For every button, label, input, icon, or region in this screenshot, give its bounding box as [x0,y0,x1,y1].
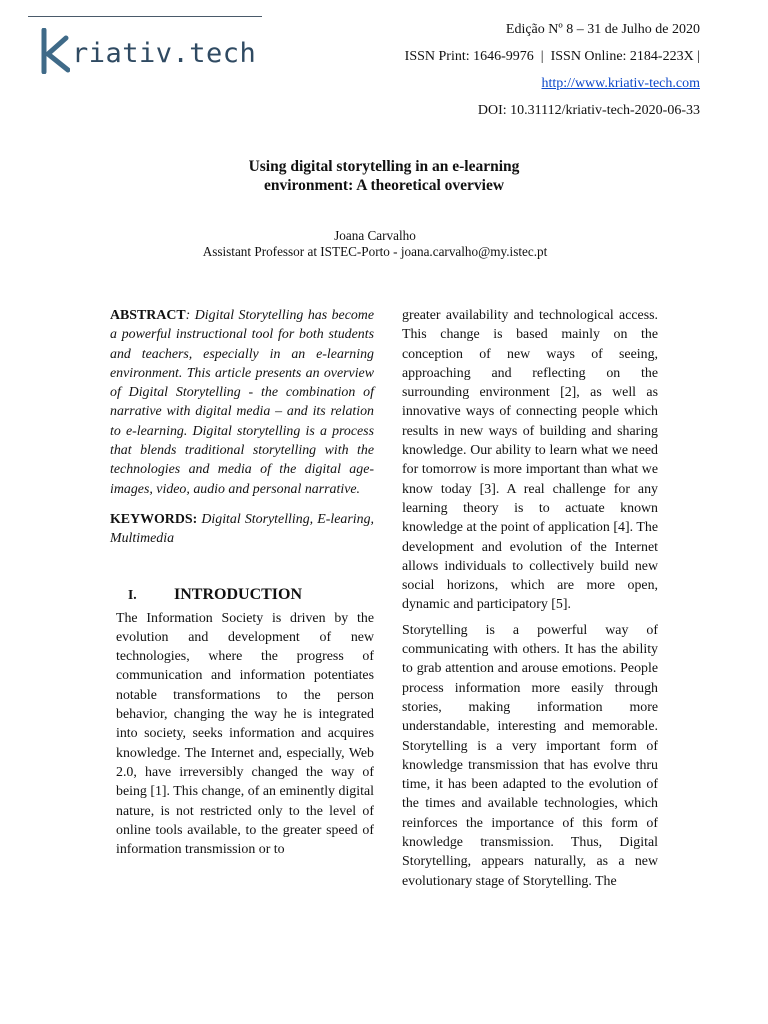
doi-line: DOI: 10.31112/kriativ-tech-2020-06-33 [477,103,700,118]
kriativ-tech-logo [40,26,256,74]
issn-line: ISSN Print: 1646-9976 | ISSN Online: 2184-223X | [404,49,700,64]
right-column-paragraph-2: Storytelling is a powerful way of communicating with others. It has the ability to grab attention and arouse emotions. People process information more easily through stories, making information more understandable, interesting and memorable. Storytelling is a very important form of knowledge transmission that has evolve thru time, it has been adapted to the evolution of the times and available technologies, which reinforces the importance of this form of knowledge transmission. Thus, Digital Storytelling, appears naturally, as a new evolutionary stage of Storytelling. The [402,622,658,889]
k-logo-icon [40,28,70,74]
right-column [402,306,658,891]
section-heading-introduction [110,585,374,605]
author-block [0,228,750,260]
keywords-text: Digital Storytelling, E-learing, Multimedia [110,511,374,547]
paper-title-line-2: environment: A theoretical overview [263,177,505,194]
edition-line: Edição Nº 8 – 31 de Julho de 2020 [505,22,700,37]
abstract-label: ABSTRACT [110,308,186,323]
logo-wordmark [72,40,256,67]
journal-meta [405,16,700,124]
journal-url-link[interactable]: http://www.kriativ-tech.com [541,76,700,91]
section-number: I. [128,586,137,602]
author-name: Joana Carvalho [334,228,416,243]
introduction-paragraph-1: The Information Society is driven by the evolution and development of new technologies, where the progress of communication and information potentiates notable transformations to the person behavior, changing the way he is integrated into society, seeks information and acquires knowledge. The Internet and, especially, Web 2.0, have irreversibly changed the way of being [1]. This change, of an eminently digital nature, is not restricted only to the level of online tools available, to the greater speed of information transmission or to [116,610,374,858]
left-column [110,306,374,859]
abstract: ABSTRACT: Digital Storytelling has become a powerful instructional tool for both students and teachers, especially in an e-learning environment. This article presents an overview of Digital Storytelling - the combination of narrative with digital media – and its relation to e-learning. Digital storytelling is a process that blends traditional storytelling with the technologies and media of the digital age- images, video, audio and personal narrative. [110,308,374,497]
paper-title-line-1: Using digital storytelling in an e-learning [248,158,520,175]
keywords-label: KEYWORDS: [110,511,198,527]
right-column-paragraph-1: greater availability and technological access. This change is based mainly on the conception of new ways of seeing, approaching and reflecting on the surrounding environment [2], as well as innovative ways of connecting people which results in new ways of building and sharing knowledge. Our ability to learn what we need for tomorrow is more important than what we know today [3]. A real challenge for any learning theory is to actuate known knowledge at the point of application [4]. The development and evolution of the Internet allows individuals to collectively build new social horizons, which are more open, dynamic and participatory [5]. [402,308,658,613]
paper-title [0,157,768,195]
logo-wordmark-text: riativ.tech [72,38,257,69]
keywords [110,510,374,549]
header-rule [28,16,262,17]
abstract-text: Digital Storytelling has become a powerful instructional tool for both students and teachers, especially in an e-learning environment. This article presents an overview of Digital Storytelling - the combination of narrative with digital media – and its relation to e-learning. Digital storytelling is a process that blends traditional storytelling with the technologies and media of the digital age- images, video, audio and personal narrative. [110,308,374,497]
section-title: INTRODUCTION [174,585,303,603]
author-affiliation: Assistant Professor at ISTEC-Porto - joana.carvalho@my.istec.pt [202,244,548,259]
